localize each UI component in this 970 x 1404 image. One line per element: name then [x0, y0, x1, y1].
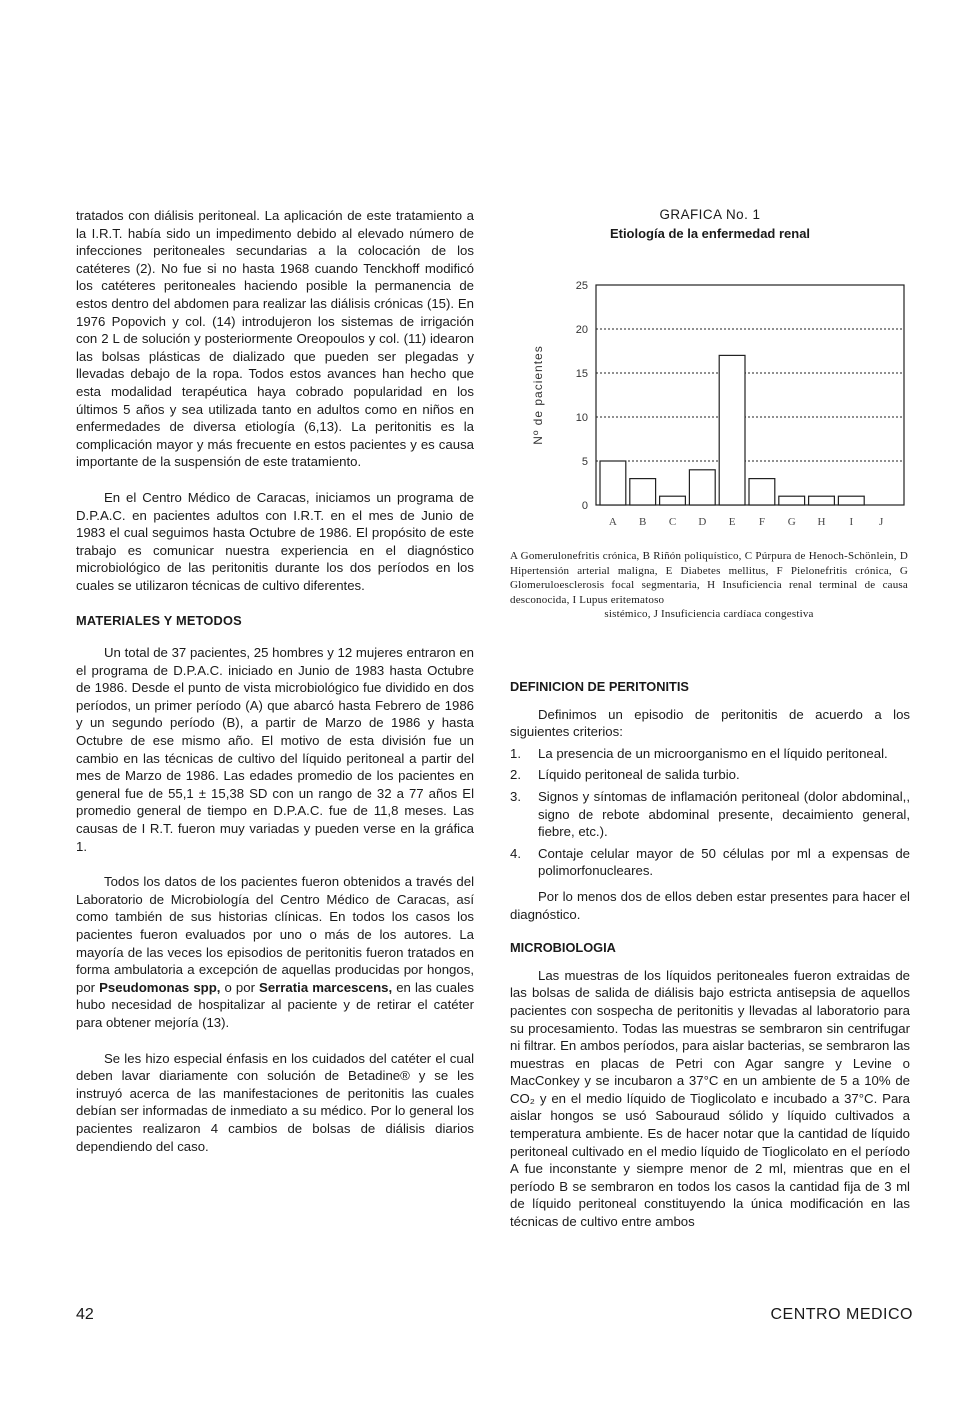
definition-closing: Por lo menos dos de ellos deben estar presentes para hacer el diagnóstico.	[510, 888, 910, 922]
intro-paragraph-1: tratados con diálisis peritoneal. La aplicación de este tratamiento a la I.R.T. había sido un impedimento debido al elevado número de infecciones peritoneales secundarias a la colocación de los catéteres (2). No fue si no hasta 1968 cuando Tenckhoff modificó los catéteres peritoneales haciendo posible la permanencia de estos dentro del abdomen para realizar las diálisis crónicas (15). En 1976 Popovich y col. (14) introdujeron los sistemas de irrigación con 2 L de solución y posteriormente Oreopoulos y col. (11) idearon las bolsas plásticas de dializado que pueden ser plegadas y llevadas debajo de la ropa. Todos estos avances han hecho que esta modalidad terapéutica haya cobrado popularidad en los últimos 5 años y sea utilizada tanto en adultos como en niños en enfermedades de diversa etiología (6,13). La peritonitis es la complicación mayor y más frecuente en estos pacientes y es causa importante de la suspensión de este tratamiento.	[76, 208, 474, 470]
methods-paragraph-3: Se les hizo especial énfasis en los cuidados del catéter el cual deben lavar diariamente con solución de Betadine® y se les instruyó acerca de las manifestaciones de peritonitis las cuales debían ser informadas de inmediato a su médico. Por lo general los pacientes realizaron 4 cambios de bolsas de diálisis diarios dependiendo del caso.	[76, 1050, 474, 1154]
definition-intro: Definimos un episodio de peritonitis de acuerdo a los siguientes criterios:	[510, 706, 910, 740]
x-tick-label: I	[849, 516, 854, 528]
x-tick-label: J	[878, 516, 884, 528]
intro-paragraph-2: En el Centro Médico de Caracas, iniciamos un programa de D.P.A.C. en pacientes adultos con I.R.T. en el mes de Junio de 1983 el cual seguimos hasta Octubre de 1986. El propósito de este trabajo es comunicar nuestra experiencia en el diagnóstico microbiológico de las peritonitis durante los dos períodos en los cuales se utilizaron técnicas de cultivo diferentes.	[76, 489, 474, 593]
y-tick-label: 15	[575, 368, 588, 380]
bar-G	[779, 496, 805, 505]
bar-E	[719, 355, 745, 505]
x-tick-label: A	[608, 516, 617, 528]
methods-paragraph-1: Un total de 37 pacientes, 25 hombres y 12 mujeres entraron en el programa de D.P.A.C. iniciado en Junio de 1983 hasta Octubre de 1986. Desde el punto de vista microbiológico fue dividido en dos períodos, un primer período (A) que abarcó hasta Febrero de 1986 y un segundo período (B), a partir de Marzo de 1986 y hasta Octubre de ese mismo año. El motivo de esta división fue un cambio en las técnicas de cultivo del líquido peritoneal a partir del mes de Marzo de 1986. Las edades promedio de los pacientes en general fue de 55,1 ± 15,38 SD con un rango de 32 a 77 años El promedio general de tiempo en D.P.A.C. fue de 11,8 meses. Las causas de I R.T. fueron muy variadas y pueden verse en la gráfica 1.	[76, 645, 474, 854]
criteria-list	[510, 745, 910, 880]
right-column	[510, 678, 910, 1231]
left-column	[76, 207, 474, 1155]
methods-p2-text-a: Todos los datos de los pacientes fueron obtenidos a través del Laboratorio de Microbiología del Centro Médico de Caracas, así como también de sus historias clínicas. En todos los casos los pacientes fueron evaluados por uno o más de los autores. La mayoría de las veces los episodios de peritonitis fueron tratados en forma ambulatoria a excepción de aquellas producidas por hongos, por	[76, 874, 474, 995]
bar-H	[809, 496, 835, 505]
criterion-text: La presencia de un microorganismo en el líquido peritoneal.	[538, 745, 888, 761]
criterion-item	[510, 788, 910, 841]
x-tick-label: H	[817, 516, 826, 528]
criterion-number: 2.	[510, 767, 521, 783]
bar-B	[630, 479, 656, 505]
plot-frame	[596, 285, 904, 505]
criterion-number: 4.	[510, 845, 521, 861]
bar-C	[660, 496, 686, 505]
bar-chart	[510, 265, 910, 545]
definition-heading: DEFINICION DE PERITONITIS	[510, 679, 689, 694]
microbiology-heading: MICROBIOLOGIA	[510, 940, 616, 956]
criterion-text: Signos y síntomas de inflamación peritoneal (dolor abdominal,, signo de rebote abdominal presente, decaimiento general, fiebre, etc.).	[538, 788, 910, 840]
bar-A	[600, 461, 626, 505]
criterion-item	[510, 845, 910, 880]
methods-paragraph-2	[76, 873, 474, 1031]
x-tick-label: D	[698, 516, 707, 528]
x-tick-label: C	[668, 516, 677, 528]
chart-title: GRAFICA No. 1	[659, 207, 761, 222]
methods-p2-text-c: en las cuales hubo necesidad de hospitalizar al paciente y de retirar el catéter para obtener mejoría (13).	[76, 979, 474, 1030]
bar-I	[838, 496, 864, 505]
journal-name: CENTRO MEDICO	[770, 1306, 913, 1323]
y-tick-label: 5	[581, 456, 588, 468]
methods-heading: MATERIALES Y METODOS	[76, 613, 242, 629]
y-tick-label: 25	[575, 280, 588, 292]
organism-pseudomonas: Pseudomonas spp,	[99, 979, 221, 995]
x-tick-label: B	[639, 516, 647, 528]
methods-p2-text-b: o por	[220, 979, 260, 995]
organism-serratia: Serratia marcescens,	[259, 979, 393, 995]
page-number: 42	[76, 1306, 94, 1323]
criterion-item	[510, 745, 910, 763]
y-tick-label: 10	[575, 412, 588, 424]
caption-line-2: sistémico, J Insuficiencia cardíaca congestiva	[604, 608, 814, 620]
y-tick-label: 20	[575, 324, 588, 336]
chart-subtitle: Etiología de la enfermedad renal	[609, 226, 811, 241]
criterion-number: 1.	[510, 745, 521, 761]
criterion-text: Contaje celular mayor de 50 células por ml a expensas de polimorfonucleares.	[538, 845, 910, 879]
criterion-item	[510, 766, 910, 784]
x-tick-label: G	[787, 516, 796, 528]
x-tick-label: E	[728, 516, 736, 528]
y-tick-label: 0	[581, 500, 588, 512]
chart-figure	[510, 207, 910, 620]
chart-caption	[510, 549, 908, 622]
bar-D	[689, 470, 715, 505]
criterion-number: 3.	[510, 788, 521, 804]
y-axis-label: Nº de pacientes	[531, 345, 545, 445]
bar-F	[749, 479, 775, 505]
criterion-text: Líquido peritoneal de salida turbio.	[538, 767, 740, 783]
x-tick-label: F	[758, 516, 765, 528]
microbiology-paragraph: Las muestras de los líquidos peritoneales fueron extraidas de las bolsas de salida de diálisis bajo estricta antisepsia de aquellos pacientes con sospecha de peritonitis y llevadas al laboratorio para su procesamiento. Todas las muestras se sembraron sin centrifugar ni filtrar. En ambos períodos, para aislar bacterias, se sembraron las muestras en placas de Petri con Agar sangre y Levine o MacConkey y se incubaron a 37°C en un ambiente de 5 a 10% de CO₂ y en el medio líquido de Tioglicolato e incubado a 37°C. Para aislar hongos se usó Sabouraud sólido y líquido cultivados a temperatura ambiente. Es de hacer notar que la cantidad de líquido peritoneal cultivado en el medio líquido de Tioglicolato en el período A fue inconstante y siempre menor de 2 ml, mientras que en el período B se sembraron en todos los casos la cantidad fija de 3 ml de líquido peritoneal constituyendo la única modificación en las técnicas de cultivo entre ambos	[510, 967, 910, 1230]
caption-line-1: A Gomerulonefritis crónica, B Riñón poliquístico, C Púrpura de Henoch-Schönlein, D Hipertensión arterial maligna, E Diabetes mellitus, F Pielonefritis crónica, G Glomeruloesclerosis focal segmentaria, H Insuficiencia renal terminal de causa desconocida, I Lupus eritematoso	[510, 550, 908, 606]
